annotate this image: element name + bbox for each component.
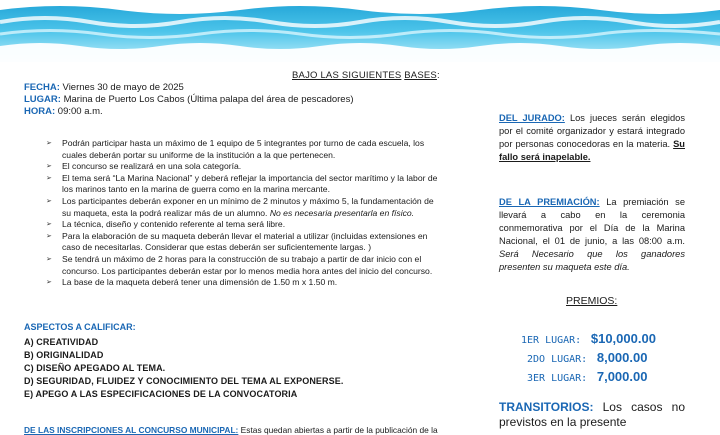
aspect-item: A) CREATIVIDAD — [24, 337, 99, 347]
aspects-title: ASPECTOS A CALIFICAR: — [24, 322, 136, 332]
rule-text: cuales deberán portar su uniforme de la institución a la que pertenecen. — [62, 149, 336, 160]
lugar-line: LUGAR: Marina de Puerto Los Cabos (Última palapa del área de pescadores) — [24, 94, 354, 105]
rule-text: La base de la maqueta deberá tener una dimensión de 1.50 m x 1.50 m. — [62, 277, 338, 288]
rule-continuation — [46, 184, 484, 196]
aspect-item: C) DISEÑO APEGADO AL TEMA. — [24, 363, 166, 373]
rule-item — [46, 254, 484, 266]
prize-first: 1ER LUGAR: $10,000.00 — [521, 331, 656, 346]
document-body — [0, 62, 720, 435]
rule-continuation — [46, 150, 484, 162]
rule-text: La técnica, diseño y contenido referente al tema será libre. — [62, 219, 286, 230]
arrow-bullet-icon: ➢ — [46, 174, 52, 182]
rule-text: los marinos tanto en la marina de guerra como en la marina mercante. — [62, 184, 330, 195]
rule-continuation — [46, 208, 484, 220]
rule-text: El tema será “La Marina Nacional” y deberá reflejar la importancia del sector marítimo y la labor de — [62, 172, 438, 183]
arrow-bullet-icon: ➢ — [46, 197, 52, 205]
aspect-item: E) APEGO A LAS ESPECIFICACIONES DE LA CONVOCATORIA — [24, 389, 298, 399]
arrow-bullet-icon: ➢ — [46, 232, 52, 240]
rule-text: El concurso se realizará en una sola categoría. — [62, 161, 242, 172]
rule-continuation — [46, 266, 484, 278]
arrow-bullet-icon: ➢ — [46, 279, 52, 287]
rule-continuation — [46, 242, 484, 254]
wave-banner — [0, 0, 720, 62]
arrow-bullet-icon: ➢ — [46, 255, 52, 263]
prize-second: 2DO LUGAR: 8,000.00 — [527, 350, 648, 365]
jurado-paragraph: DEL JURADO: Los jueces serán elegidos por el comité organizador y estará integrado por personas conocedoras en la materia. Su fallo será inapelable. — [499, 113, 685, 162]
rule-item — [46, 173, 484, 185]
rule-text: concurso. Los participantes deberán estar por lo menos media hora antes del inicio del concurso. — [62, 265, 433, 276]
rule-text: Podrán participar hasta un máximo de 1 equipo de 5 integrantes por turno de cada escuela, los — [62, 138, 425, 148]
aspect-item: D) SEGURIDAD, FLUIDEZ Y CONOCIMIENTO DEL TEMA AL EXPONERSE. — [24, 376, 344, 386]
arrow-bullet-icon: ➢ — [46, 221, 52, 229]
inscripciones-line: DE LAS INSCRIPCIONES AL CONCURSO MUNICIPAL: Estas quedan abiertas a partir de la publicación de la — [24, 425, 438, 435]
rule-text: Se tendrá un máximo de 2 horas para la construcción de su trabajo a partir de dar inicio con el — [62, 253, 422, 264]
rule-item — [46, 138, 484, 150]
section-heading: BAJO LAS SIGUIENTES BASES: — [292, 70, 440, 81]
rule-text: su maqueta, esta la podrá realizar más de un alumno. — [62, 207, 270, 218]
rule-text: Los participantes deberán exponer en un mínimo de 2 minutos y máximo 5, la fundamentación de — [62, 195, 434, 206]
rule-note: No es necesaria presentarla en físico. — [269, 207, 415, 218]
rule-item — [46, 277, 484, 289]
prize-third: 3ER LUGAR: 7,000.00 — [527, 369, 648, 384]
premiacion-paragraph: DE LA PREMIACIÓN: La premiación se llevará a cabo en la ceremonia conmemorativa por el Día de la Marina Nacional, el 01 de junio, a las 08:00 a.m. Será Necesario que los ganadores presenten su maqueta este día. — [499, 197, 685, 272]
fecha-line: FECHA: Viernes 30 de mayo de 2025 — [24, 82, 184, 93]
rule-item — [46, 161, 484, 173]
rule-item — [46, 196, 484, 208]
wave-graphic — [0, 0, 720, 62]
hora-line: HORA: 09:00 a.m. — [24, 106, 103, 117]
rule-text: Para la elaboración de su maqueta deberán llevar el material a utilizar (incluidas extensiones en — [62, 230, 428, 241]
arrow-bullet-icon: ➢ — [46, 163, 52, 171]
rule-item — [46, 231, 484, 243]
rule-item — [46, 219, 484, 231]
arrow-bullet-icon: ➢ — [46, 140, 52, 147]
transitorios-paragraph: TRANSITORIOS: Los casos no previstos en la presente — [499, 400, 685, 429]
rule-text: caso de necesitarlas. Considerar que estas deberán ser suficientemente largas. ) — [62, 242, 372, 253]
aspect-item: B) ORIGINALIDAD — [24, 350, 104, 360]
aspects-list — [24, 336, 343, 401]
rules-list — [46, 138, 484, 289]
premios-title: PREMIOS: — [566, 295, 618, 307]
